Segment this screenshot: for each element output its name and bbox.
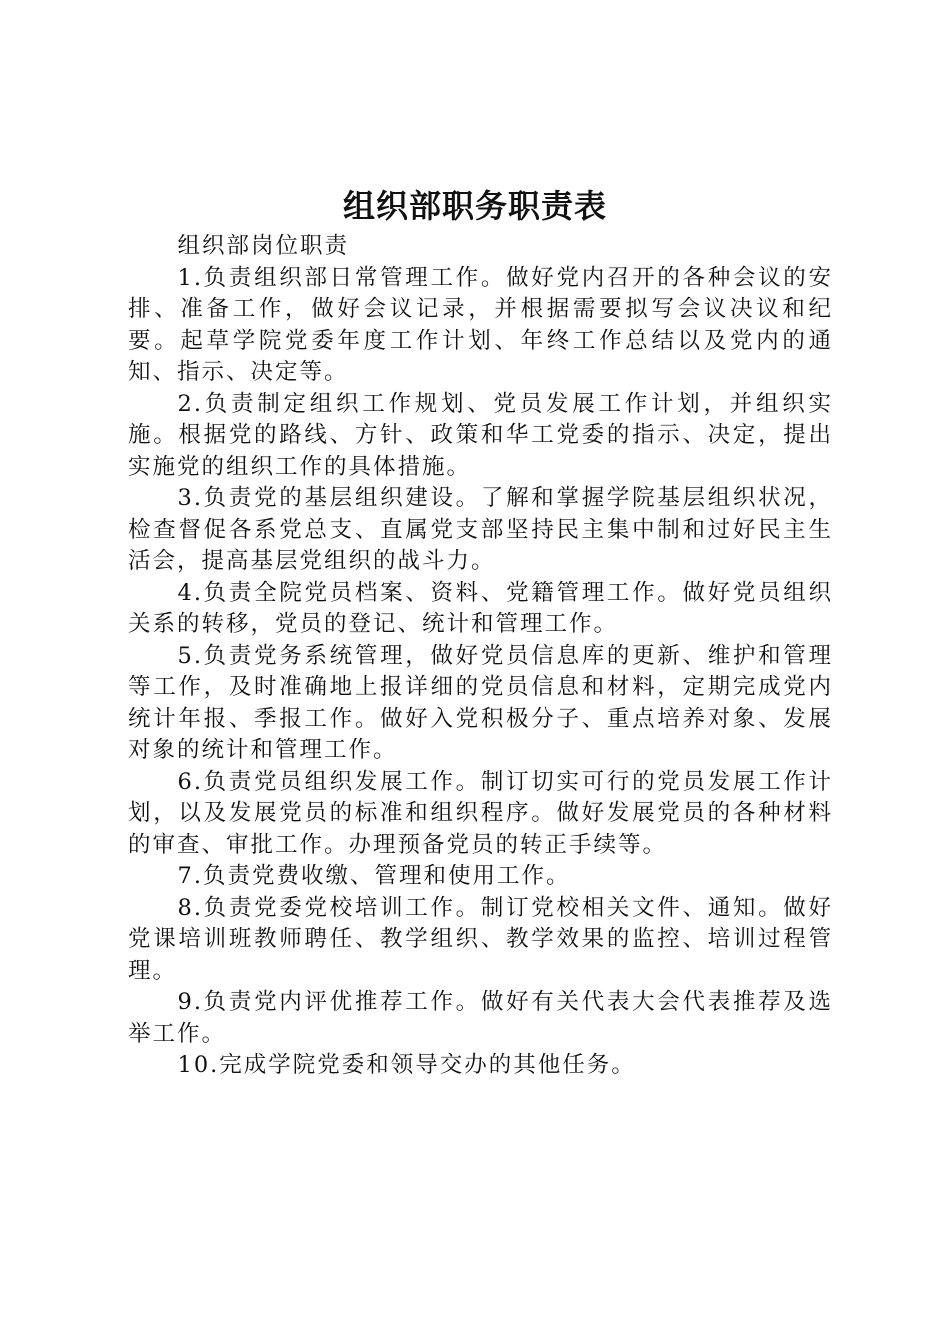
duty-item-7: 7.负责党费收缴、管理和使用工作。	[177, 863, 571, 889]
duty-item-5: 5.负责党务系统管理，做好党员信息库的更新、维护和管理等工作，及时准确地上报详细的党员信息和材料，定期完成党内统计年报、季报工作。做好入党积极分子、重点培养对象、发展对象的统计和管理工作。	[128, 642, 833, 763]
duty-item-10: 10.完成学院党委和领导交办的其他任务。	[177, 1052, 636, 1078]
document-body	[128, 231, 833, 1082]
duty-item-4: 4.负责全院党员档案、资料、党籍管理工作。做好党员组织关系的转移，党员的登记、统计和管理工作。	[128, 579, 833, 637]
duty-item-6: 6.负责党员组织发展工作。制订切实可行的党员发展工作计划，以及发展党员的标准和组织程序。做好发展党员的各种材料的审查、审批工作。办理预备党员的转正手续等。	[128, 768, 833, 858]
duty-item-3: 3.负责党的基层组织建设。了解和掌握学院基层组织状况，检查督促各系党总支、直属党支部坚持民主集中制和过好民主生活会，提高基层党组织的战斗力。	[128, 485, 833, 574]
duty-item-2: 2.负责制定组织工作规划、党员发展工作计划，并组织实施。根据党的路线、方针、政策和华工党委的指示、决定，提出实施党的组织工作的具体措施。	[128, 390, 833, 480]
document-title: 组织部职务职责表	[342, 187, 607, 225]
section-heading: 组织部岗位职责	[177, 233, 350, 259]
duty-item-1: 1.负责组织部日常管理工作。做好党内召开的各种会议的安排、准备工作，做好会议记录，并根据需要拟写会议决议和纪要。起草学院党委年度工作计划、年终工作总结以及党内的通知、指示、决定等。	[128, 264, 833, 385]
duty-item-9: 9.负责党内评优推荐工作。做好有关代表大会代表推荐及选举工作。	[128, 989, 833, 1047]
duty-item-8: 8.负责党委党校培训工作。制订党校相关文件、通知。做好党课培训班教师聘任、教学组织、教学效果的监控、培训过程管理。	[128, 894, 833, 984]
